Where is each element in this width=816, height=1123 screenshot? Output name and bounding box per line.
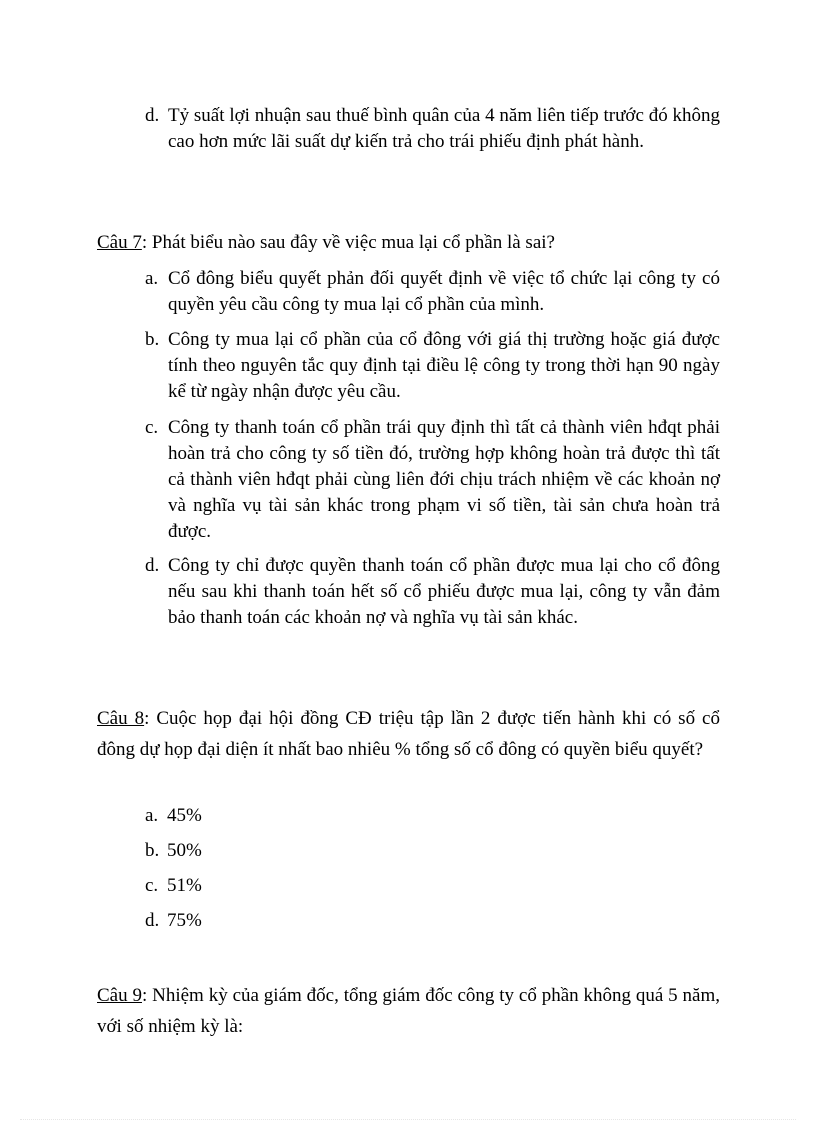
question-7-option-c	[145, 415, 720, 545]
question-text: : Nhiệm kỳ của giám đốc, tổng giám đốc công ty cổ phần không quá 5 năm, với số nhiệm kỳ là:	[97, 985, 720, 1037]
question-8-option-b	[145, 838, 345, 864]
option-text: 50%	[167, 840, 202, 861]
option-text: 75%	[167, 910, 202, 931]
question-7-option-a	[145, 266, 720, 318]
prev-question-option-d	[145, 103, 720, 155]
option-letter: b.	[145, 840, 160, 861]
option-letter: b.	[145, 329, 160, 350]
option-letter: d.	[145, 555, 160, 576]
question-text: : Phát biểu nào sau đây về việc mua lại cổ phần là sai?	[141, 232, 555, 253]
question-8-option-c	[145, 873, 345, 899]
question-7	[97, 227, 720, 258]
question-8-option-d	[145, 908, 345, 934]
question-label: Câu 9	[97, 985, 142, 1006]
option-text: Công ty thanh toán cổ phần trái quy định thì tất cả thành viên hđqt phải hoàn trả cho công ty số tiền đó, trường hợp không hoàn trả được thì tất cả thành viên hđqt phải cùng liên đới chịu trách nhiệm về các khoản nợ và nghĩa vụ tài sản khác trong phạm vi số tiền, tài sản chưa hoàn trả được.	[168, 417, 720, 542]
question-8	[97, 703, 720, 765]
question-label: Câu 7	[97, 232, 142, 253]
option-text: 45%	[167, 805, 202, 826]
option-letter: a.	[145, 805, 159, 826]
question-7-option-b	[145, 327, 720, 405]
option-letter: c.	[145, 417, 159, 438]
option-text: Cổ đông biểu quyết phản đối quyết định về việc tổ chức lại công ty có quyền yêu cầu công ty mua lại cổ phần của mình.	[168, 268, 720, 315]
page-bottom-divider	[20, 1119, 796, 1120]
option-letter: d.	[145, 105, 160, 126]
option-letter: a.	[145, 268, 159, 289]
question-label: Câu 8	[97, 708, 145, 729]
option-text: Công ty chỉ được quyền thanh toán cổ phần được mua lại cho cổ đông nếu sau khi thanh toán hết số cổ phiếu được mua lại, công ty vẫn đảm bảo thanh toán các khoản nợ và nghĩa vụ tài sản khác.	[168, 555, 720, 628]
question-text: : Cuộc họp đại hội đồng CĐ triệu tập lần 2 được tiến hành khi có số cổ đông dự họp đại diện ít nhất bao nhiêu % tổng số cổ đông có quyền biểu quyết?	[97, 708, 720, 760]
option-text: Công ty mua lại cổ phần của cổ đông với giá thị trường hoặc giá được tính theo nguyên tắc quy định tại điều lệ công ty trong thời hạn 90 ngày kể từ ngày nhận được yêu cầu.	[168, 329, 720, 402]
option-letter: c.	[145, 875, 159, 896]
question-9	[97, 980, 720, 1042]
question-8-option-a	[145, 803, 345, 829]
option-letter: d.	[145, 910, 160, 931]
option-text: Tỷ suất lợi nhuận sau thuế bình quân của 4 năm liên tiếp trước đó không cao hơn mức lãi suất dự kiến trả cho trái phiếu định phát hành.	[168, 105, 720, 152]
option-text: 51%	[167, 875, 202, 896]
question-7-option-d	[145, 553, 720, 631]
